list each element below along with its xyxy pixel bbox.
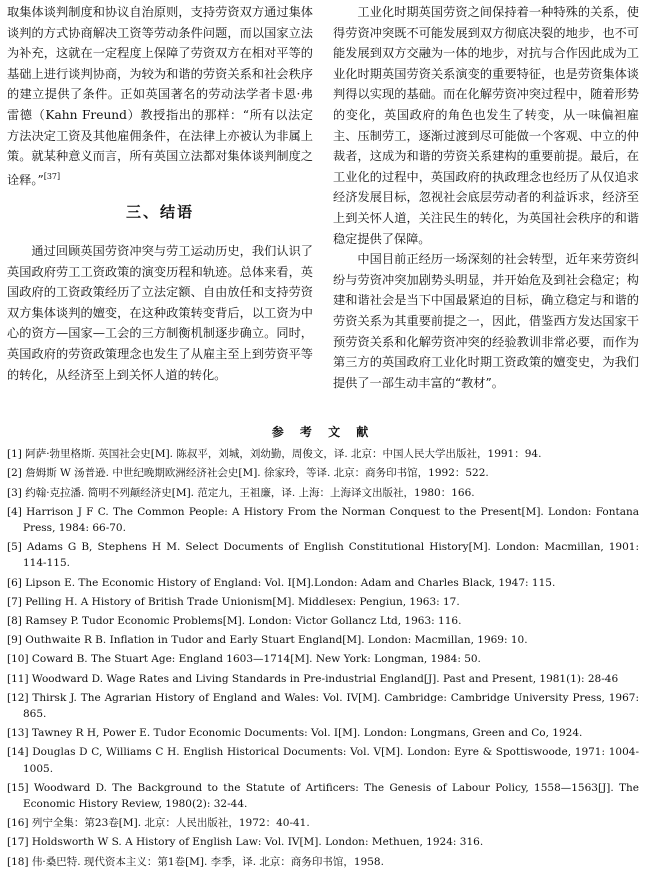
reference-item: [6] Lipson E. The Economic History of England: Vol. I[M].London: Adam and Charles Black, 1947: 115. — [7, 576, 556, 589]
reference-item: [9] Outhwaite R B. Inflation in Tudor and Early Stuart England[M]. London: Macmillan, 1969: 10. — [7, 634, 528, 647]
citation-marker: [37] — [43, 171, 61, 181]
reference-item: [8] Ramsey P. Tudor Economic Problems[M]. London: Victor Gollancz Ltd, 1963: 116. — [7, 615, 462, 628]
paragraph-text: 取集体谈判制度和协议自治原则，支持劳资双方通过集体谈判的方式协商解决工资等劳动条件问题，而以国家立法为补充，这就在一定程度上保障了劳资双方在相对平等的基础上进行谈判协商，为较为和谐的劳资关系和社会秩序的建立提供了条件。正如英国著名的劳动法学者卡恩·弗雷德（Kahn Freund）教授指出的那样：“所有以法定方法决定工资及其他雇佣条件，在法律上亦被认为非属上策。就某种意义而言，所有英国立法都对集体谈判制度之诠释。” — [7, 5, 313, 187]
reference-item: [7] Pelling H. A History of British Trade Unionism[M]. Middlesex: Pengiun, 1963: 17. — [7, 595, 460, 608]
reference-item: [17] Holdsworth W S. A History of English Law: Vol. IV[M]. London: Methuen, 1924: 316. — [7, 836, 484, 849]
paragraph: 中国目前正经历一场深刻的社会转型，近年来劳资纠纷与劳资冲突加剧势头明显，并开始危及到社会稳定；构建和谐社会是当下中国最紧迫的目标，确立稳定与和谐的劳资关系为其重要前提之一，因此，借鉴西方发达国家干预劳资关系和化解劳资冲突的经验教训非常必要，而作为第三方的英国政府工业化时期工资政策的嬗变史，为我们提供了一部生动丰富的“教材”。 — [333, 252, 639, 390]
reference-item: [2] 詹姆斯 W 汤普逊. 中世纪晚期欧洲经济社会史[M]. 徐家玲，等译. 北京：商务印书馆，1992：522. — [7, 467, 489, 480]
reference-item: [13] Tawney R H, Power E. Tudor Economic Documents: Vol. I[M]. London: Longmans, Green and Co, 1924. — [7, 727, 583, 740]
reference-item: [10] Coward B. The Stuart Age: England 1603—1714[M]. New York: Longman, 1984: 50. — [7, 653, 481, 666]
reference-item: [5] Adams G B, Stephens H M. Select Documents of English Constitutional History[M]. London: Macmillan, 1901: 114-115. — [7, 541, 639, 570]
references-section — [7, 424, 639, 873]
reference-item: [3] 约翰·克拉潘. 简明不列颠经济史[M]. 范定九，王祖廉，译. 上海：上海译文出版社，1980：166. — [7, 486, 475, 499]
paragraph: 通过回顾英国劳资冲突与劳工运动历史，我们认识了英国政府劳工工资政策的演变历程和轨迹。总体来看，英国政府的工资政策经历了立法定额、自由放任和支持劳资双方集体谈判的嬗变，在这种政策转变背后，以工资为中心的资方—国家—工会的三方制衡机制逐步确立。同时，英国政府的劳资政策理念也发生了从雇主至上到劳资平等的转化，从经济至上到关怀人道的转化。 — [7, 244, 313, 382]
references-title: 参 考 文 献 — [271, 425, 375, 439]
paragraph: 工业化时期英国劳资之间保持着一种特殊的关系，使得劳资冲突既不可能发展到双方彻底决裂的地步，也不可能发展到双方交融为一体的地步，对抗与合作因此成为工业化时期英国劳资关系演变的重要特征，也是劳资集体谈判得以实现的基础。而在化解劳资冲突过程中，随着形势的变化，英国政府的角色也发生了转变，从一味偏袒雇主、压制劳工，逐渐过渡到尽可能做一个客观、中立的仲裁者，这成为和谐的劳资关系建构的重要前提。最后，在工业化的过程中，英国政府的执政理念也经历了从仅追求经济发展目标，忽视社会底层劳动者的利益诉求，经济至上到关怀人道，关注民生的转化，为英国社会秩序的和谐稳定提供了保障。 — [333, 5, 639, 246]
reference-item: [12] Thirsk J. The Agrarian History of England and Wales: Vol. IV[M]. Cambridge: Cambridge University Press, 1967: 865. — [7, 691, 639, 721]
paragraph — [7, 2, 313, 190]
body-text — [7, 2, 639, 414]
reference-list — [7, 446, 639, 870]
reference-item: [16] 列宁全集：第23卷[M]. 北京：人民出版社，1972：40-41. — [7, 817, 310, 830]
left-column — [7, 2, 313, 385]
right-column — [333, 2, 639, 393]
reference-item: [1] 阿萨·勃里格斯. 英国社会史[M]. 陈叔平，刘城，刘幼勤，周俊文，译. 北京：中国人民大学出版社，1991：94. — [7, 448, 542, 461]
reference-item: [18] 伟·桑巴特. 现代资本主义：第1卷[M]. 李季，译. 北京：商务印书馆，1958. — [7, 855, 384, 868]
reference-item: [15] Woodward D. The Background to the Statute of Artificers: The Genesis of Labour Policy, 1558—1563[J]. The Economic History Review, 1980(2): 32-44. — [7, 781, 639, 811]
section-heading: 三、结语 — [125, 203, 194, 222]
reference-item: [4] Harrison J F C. The Common People: A History From the Norman Conquest to the Present[M]. London: Fontana Press, 1984: 66-70. — [7, 505, 639, 535]
reference-item: [11] Woodward D. Wage Rates and Living Standards in Pre-industrial England[J]. Past and Present, 1981(1): 28-46 — [7, 672, 619, 685]
reference-item: [14] Douglas D C, Williams C H. English Historical Documents: Vol. V[M]. London: Eyre & Spottiswoode, 1971: 1004-1005. — [7, 746, 639, 775]
